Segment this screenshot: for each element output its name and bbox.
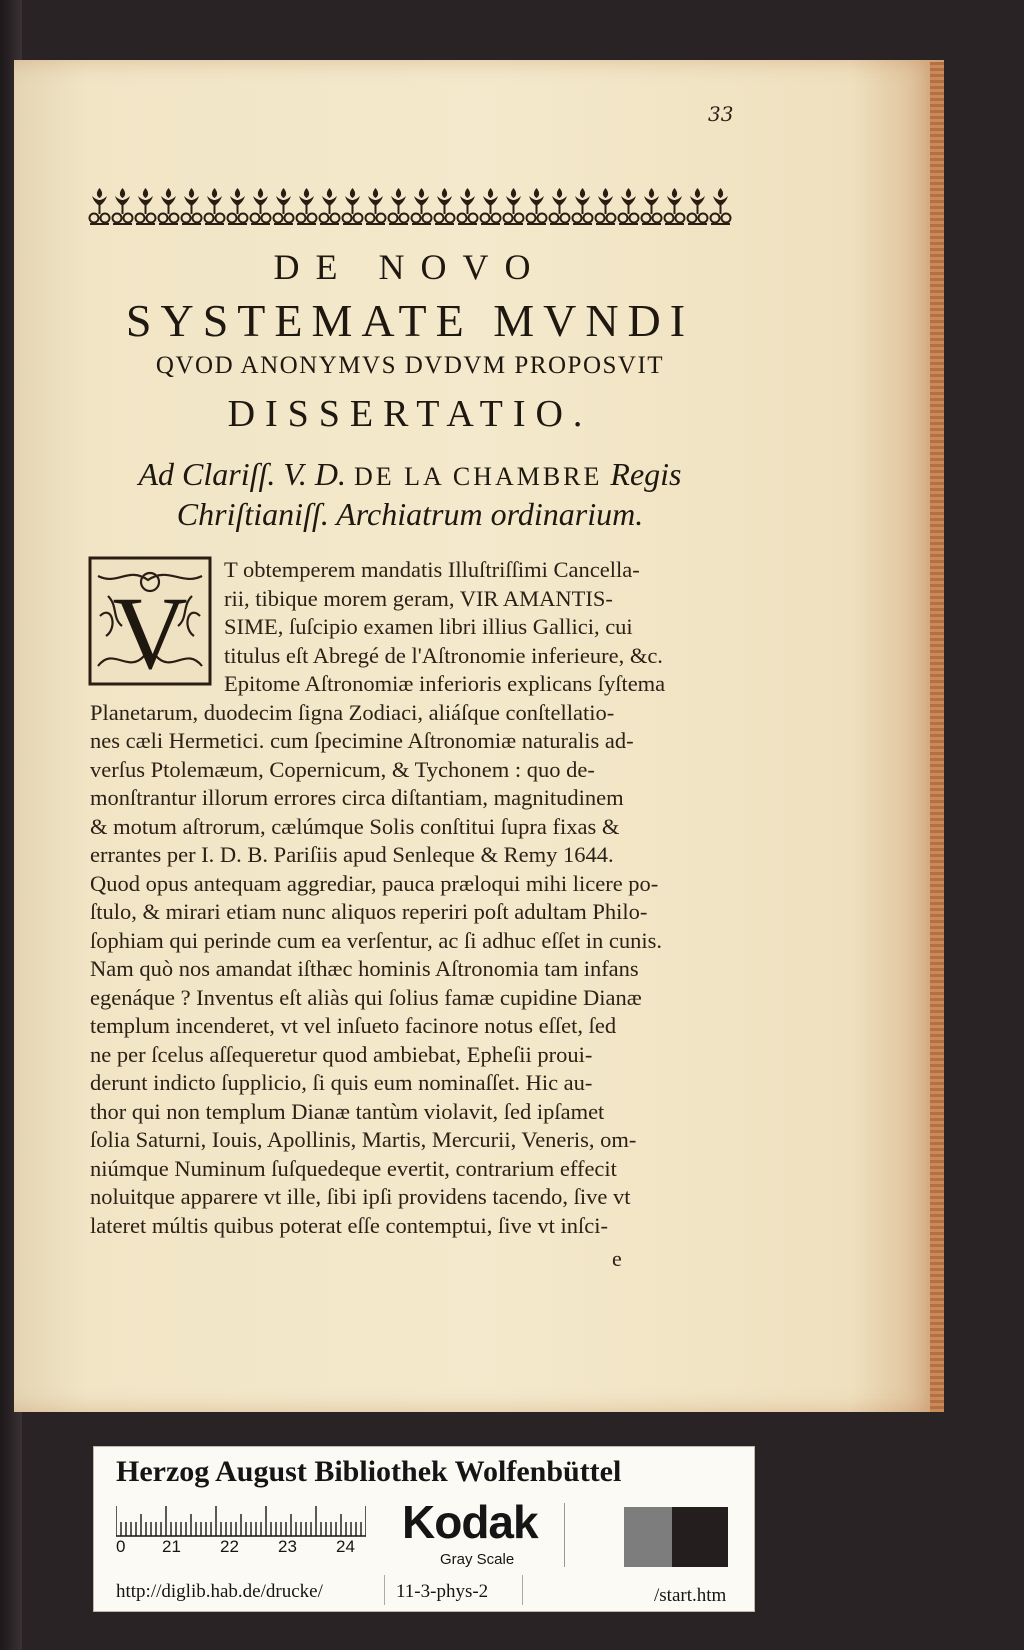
url-separator [522,1575,523,1605]
body-line: errantes per I. D. B. Pariſiis apud Senleque & Remy 1644. [90,842,614,867]
page-number: 33 [708,102,734,126]
body-line: templum incenderet, vt vel inſueto facinore notus eſſet, ſed [90,1013,617,1038]
body-line: Nam quò nos amandat iſthæc hominis Aſtronomia tam infans [90,956,639,981]
url-suffix: /start.htm [654,1585,727,1606]
url-prefix: http://diglib.hab.de/drucke/ [116,1581,323,1602]
ruler-number: 24 [336,1537,355,1556]
kodak-logo: Kodak [402,1496,538,1548]
dedication-regis: Regis [610,456,682,492]
body-line: monſtrantur illorum errores circa diſtantiam, magnitudinem [90,785,624,810]
black-swatch [672,1507,728,1567]
body-line: egenáque ? Inventus eſt aliàs qui ſolius famæ cupidine Dianæ [90,984,642,1010]
url-shelfmark: 11-3-phys-2 [396,1581,489,1602]
body-line: lateret múltis quibus poterat eſſe contemptui, ſive vt inſci- [90,1212,608,1238]
body-line: noluitque apparere vt ille, ſibi ipſi providens tacendo, ſive vt [90,1184,631,1209]
ruler-number: 22 [220,1537,239,1556]
dedication-line-1 [90,456,730,493]
ruler-number: 0 [116,1537,126,1556]
body-line: ne per ſcelus aſſequeretur quod ambiebat, Epheſii proui- [90,1041,593,1067]
body-line: rii, tibique morem geram, VIR AMANTIS- [224,585,613,611]
body-line: ſtulo, & mirari etiam nunc aliquos reperiri poſt adultam Philo- [90,899,648,924]
body-line: Epitome Aſtronomiæ inferioris explicans ſyſtema [224,671,666,696]
drop-cap-letter: V [112,576,188,686]
ruler-number: 23 [278,1537,297,1556]
body-line: T obtemperem mandatis Illuſtriſſimi Cancella- [224,557,640,582]
scan-target-card [93,1446,755,1612]
body-line: nes cæli Hermetici. cum ſpecimine Aſtronomiæ naturalis ad- [90,728,634,753]
body-line: & motum aſtrorum, cælúmque Solis conſtitui ſupra fixas & [90,813,620,839]
body-line: titulus eſt Abregé de l'Aſtronomie inferieure, &c. [224,642,663,668]
title-line-3: QVOD ANONYMVS DVDVM PROPOSVIT [155,352,665,379]
body-line: verſus Ptolemæum, Copernicum, & Tychonem : quo de- [90,756,595,782]
body-line: thor qui non templum Dianæ tantùm violavit, ſed ipſamet [90,1098,605,1124]
body-line: ſophiam qui perinde cum ea verſentur, ac ſi adhuc eſſet in cunis. [90,927,663,953]
dedication-name: DE LA CHAMBRE [353,462,603,491]
body-line: SIME, ſuſcipio examen libri illius Gallici, cui [224,614,633,639]
ruler-scale-icon [116,1503,366,1537]
gray-scale-label: Gray Scale [440,1551,515,1568]
body-line: Quod opus antequam aggrediar, pauca præloqui mihi licere po- [90,870,659,896]
title-line-1: DE NOVO [273,247,547,287]
printers-ornament-band [88,186,732,226]
fleuron-ornament-icon [88,186,732,226]
body-line: niúmque Numinum ſuſquedeque evertit, contrarium effecit [90,1155,617,1181]
ruler-number: 21 [162,1537,181,1556]
url-separator [384,1575,385,1605]
page-edge-foredge [930,62,944,1412]
dedication-line-2: Chriſtianiſſ. Archiatrum ordinarium. [176,496,644,532]
title-line-4: DISSERTATIO. [227,393,593,435]
title-line-2: SYSTEMATE MVNDI [125,295,695,346]
body-text [90,556,732,1240]
library-name: Herzog August Bibliothek Wolfenbüttel [116,1455,622,1488]
body-line: Planetarum, duodecim ſigna Zodiaci, aliáſque conſtellatio- [90,699,615,725]
catchword: e [612,1246,622,1271]
card-divider [564,1503,565,1567]
dedication-addressee: Ad Clariſſ. V. D. [138,456,346,492]
gray-swatch [624,1507,672,1567]
body-line: ſolia Saturni, Iouis, Apollinis, Martis, Mercurii, Veneris, om- [90,1127,637,1152]
body-line: derunt indicto ſupplicio, ſi quis eum nominaſſet. Hic au- [90,1070,593,1095]
